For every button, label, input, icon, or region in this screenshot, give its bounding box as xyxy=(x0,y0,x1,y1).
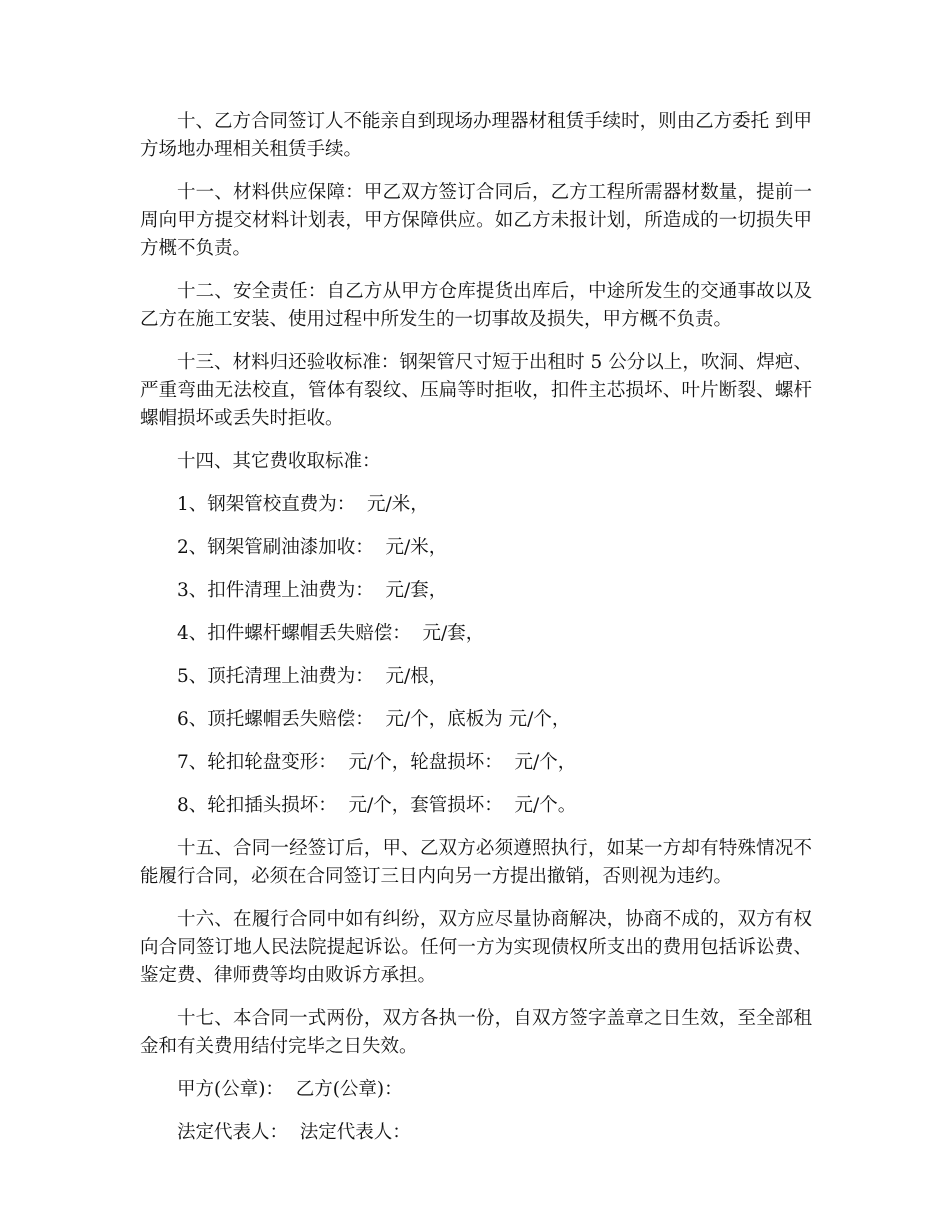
clause-16: 十六、在履行合同中如有纠纷，双方应尽量协商解决，协商不成的，双方有权向合同签订地人民法院提起诉讼。任何一方为实现债权所支出的费用包括诉讼费、鉴定费、律师费等均由败诉方承担。 xyxy=(140,909,812,986)
clause-12: 十二、安全责任：自乙方从甲方仓库提货出库后，中途所发生的交通事故以及乙方在施工安装、使用过程中所发生的一切事故及损失，甲方概不负责。 xyxy=(140,281,812,330)
clause-17: 十七、本合同一式两份，双方各执一份，自双方签字盖章之日生效，至全部租金和有关费用结付完毕之日失效。 xyxy=(140,1008,812,1057)
fee-item-8: 8、轮扣插头损坏： 元/个，套管损坏： 元/个。 xyxy=(177,795,577,816)
fee-item-6: 6、顶托螺帽丢失赔偿： 元/个，底板为 元/个， xyxy=(177,709,571,730)
fee-item-2: 2、钢架管刷油漆加收： 元/米， xyxy=(177,537,448,558)
clause-15: 十五、合同一经签订后，甲、乙双方必须遵照执行，如某一方却有特殊情况不能履行合同，必须在合同签订三日内向另一方提出撤销，否则视为违约。 xyxy=(140,838,812,887)
clause-14: 十四、其它费收取标准： xyxy=(177,451,381,472)
document-body xyxy=(140,108,812,1162)
signature-seal-line: 甲方(公章)： 乙方(公章)： xyxy=(177,1079,403,1100)
signature-representative-line: 法定代表人： 法定代表人： xyxy=(177,1122,411,1143)
fee-item-7: 7、轮扣轮盘变形： 元/个，轮盘损坏： 元/个， xyxy=(177,752,577,773)
clause-11: 十一、材料供应保障：甲乙双方签订合同后，乙方工程所需器材数量，提前一周向甲方提交材料计划表，甲方保障供应。如乙方未报计划，所造成的一切损失甲方概不负责。 xyxy=(140,182,812,259)
clause-13: 十三、材料归还验收标准：钢架管尺寸短于出租时 5 公分以上，吹洞、焊疤、严重弯曲无法校直，管体有裂纹、压扁等时拒收，扣件主芯损坏、叶片断裂、螺杆螺帽损坏或丢失时拒收。 xyxy=(140,352,812,429)
fee-item-1: 1、钢架管校直费为： 元/米， xyxy=(177,494,429,515)
fee-item-5: 5、顶托清理上油费为： 元/根， xyxy=(177,666,448,687)
fee-item-3: 3、扣件清理上油费为： 元/套， xyxy=(177,580,448,601)
fee-item-4: 4、扣件螺杆螺帽丢失赔偿： 元/套， xyxy=(177,623,485,644)
clause-10: 十、乙方合同签订人不能亲自到现场办理器材租赁手续时，则由乙方委托 到甲方场地办理相关租赁手续。 xyxy=(140,111,812,160)
